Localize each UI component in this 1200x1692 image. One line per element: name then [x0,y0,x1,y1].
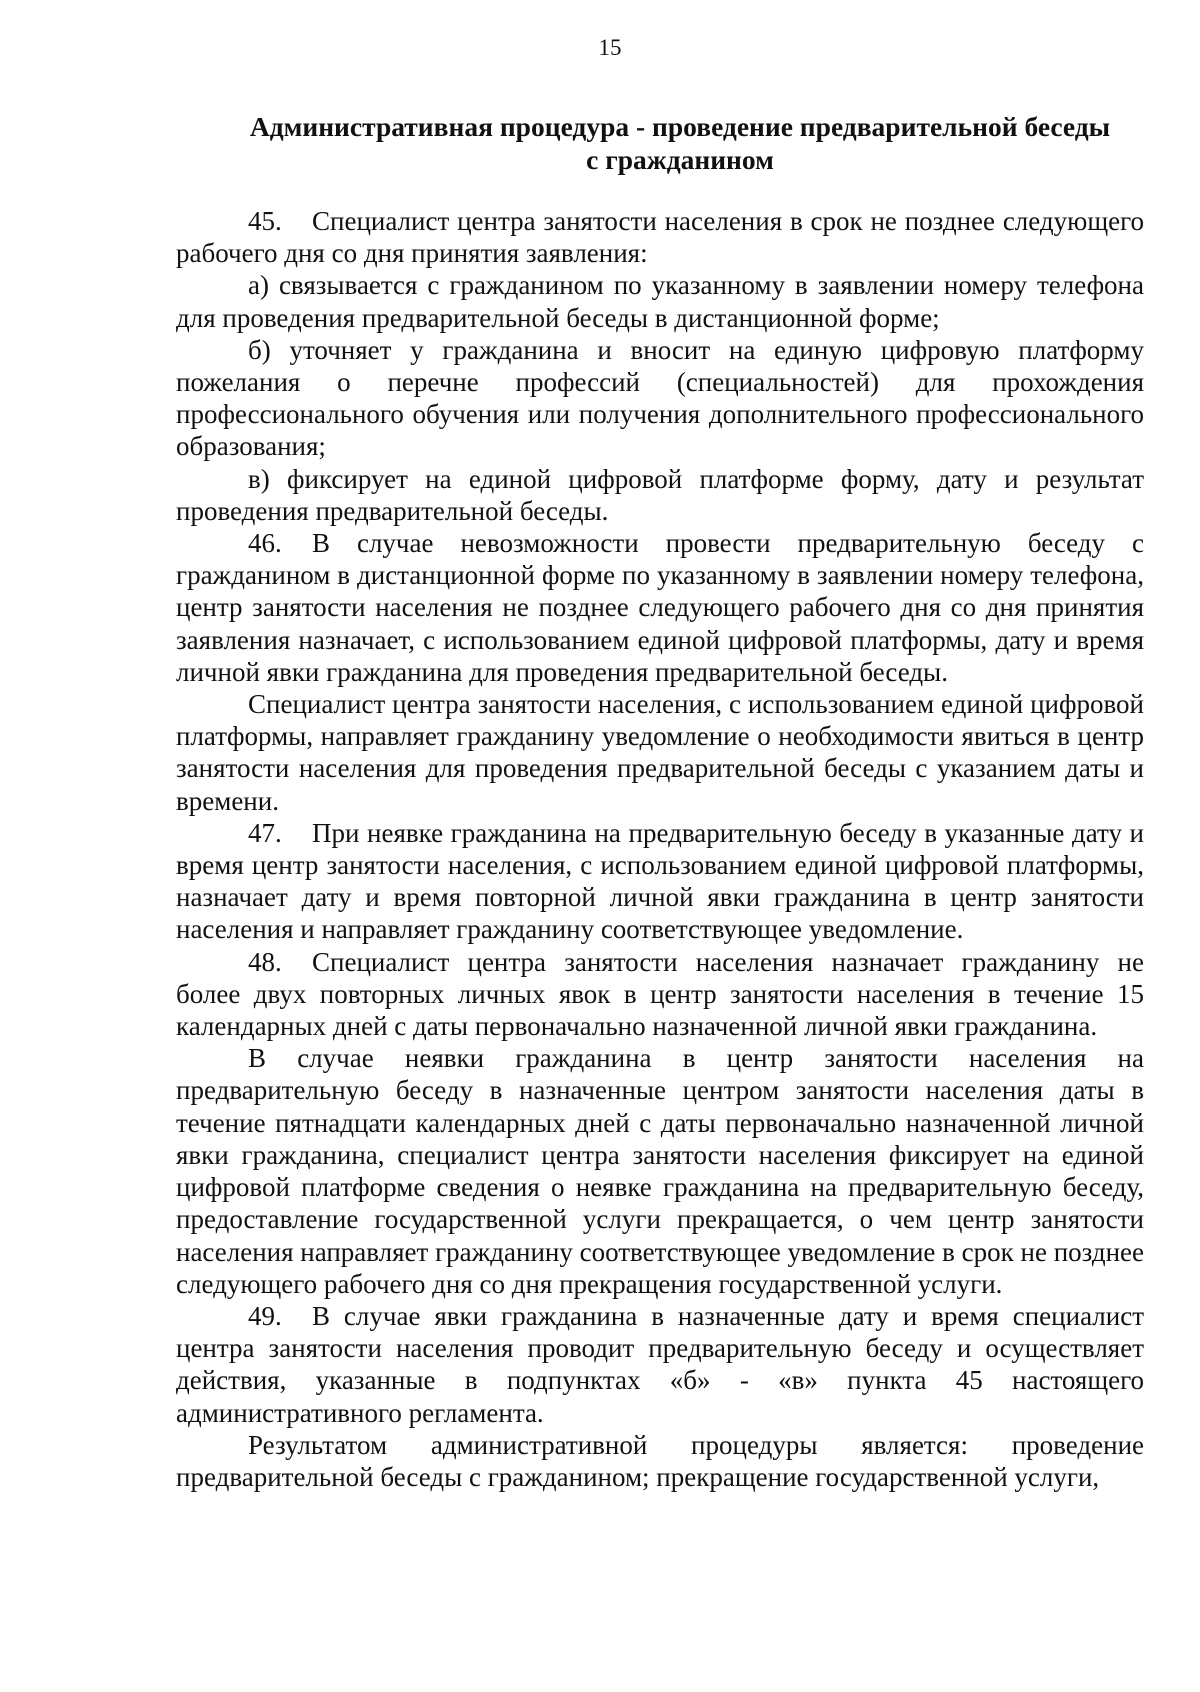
paragraph-46 [176,527,1144,688]
paragraph-number: 48. [248,946,282,977]
paragraph-48-non-appearance: В случае неявки гражданина в центр занятости населения на предварительную беседу в назначенные центром занятости населения даты в течение пятнадцати календарных дней с даты первоначально назначенной личной явки гражданина, специалист центра занятости населения фиксирует на единой цифровой платформе сведения о неявке гражданина на предварительную беседу, предоставление государственной услуги прекращается, о чем центр занятости населения направляет гражданину соответствующее уведомление в срок не позднее следующего рабочего дня со дня прекращения государственной услуги. [176,1043,1144,1299]
paragraph-number: 45. [248,206,282,236]
paragraph-text: При неявке гражданина на предварительную беседу в указанные дату и время центр занятости населения, с использованием единой цифровой платформы, назначает дату и время повторной личной явки гражданина в центр занятости населения и направляет гражданину соответствующее уведомление. [176,817,1144,945]
section-heading [235,110,1125,176]
paragraph-45 [176,205,1144,269]
paragraph-number: 49. [248,1300,282,1331]
paragraph-45-a: а) связывается с гражданином по указанному в заявлении номеру телефона для проведения предварительной беседы в дистанционной форме; [176,270,1144,333]
paragraph-45-b: б) уточняет у гражданина и вносит на единую цифровую платформу пожелания о перечне профессий (специальностей) для прохождения профессионального обучения или получения дополнительного профессионального образования; [176,334,1144,462]
paragraph-48 [176,946,1144,1043]
paragraph-text: Специалист центра занятости населения назначает гражданину не более двух повторных личных явок в центр занятости населения в течение 15 календарных дней с даты первоначально назначенной личной явки гражданина. [176,946,1144,1042]
paragraph-text: В случае невозможности провести предварительную беседу с гражданином в дистанционной форме по указанному в заявлении номеру телефона, центр занятости населения не позднее следующего рабочего дня со дня принятия заявления назначает, с использованием единой цифровой платформы, дату и время личной явки гражданина для проведения предварительной беседы. [176,528,1144,687]
paragraph-45-v: в) фиксирует на единой цифровой платформе форму, дату и результат проведения предварительной беседы. [176,463,1144,526]
section-heading-line-2: с гражданином [586,144,774,175]
paragraph-text: Специалист центра занятости населения в срок не позднее следующего рабочего дня со дня принятия заявления: [176,206,1144,269]
paragraph-result: Результатом административной процедуры является: проведение предварительной беседы с гражданином; прекращение государственной услуги, [176,1429,1144,1492]
section-heading-line-1: Административная процедура - проведение предварительной беседы [249,111,1111,142]
paragraph-number: 47. [248,817,282,848]
paragraph-number: 46. [248,528,282,559]
paragraph-47 [176,817,1144,946]
document-body [176,205,1144,1493]
paragraph-text: В случае явки гражданина в назначенные дату и время специалист центра занятости населения проводит предварительную беседу и осуществляет действия, указанные в подпунктах «б» - «в» пункта 45 настоящего административного регламента. [176,1300,1144,1428]
page-number: 15 [598,35,622,60]
paragraph-49 [176,1300,1144,1429]
paragraph-46-notice: Специалист центра занятости населения, с использованием единой цифровой платформы, направляет гражданину уведомление о необходимости явиться в центр занятости населения для проведения предварительной беседы с указанием даты и времени. [176,689,1144,816]
